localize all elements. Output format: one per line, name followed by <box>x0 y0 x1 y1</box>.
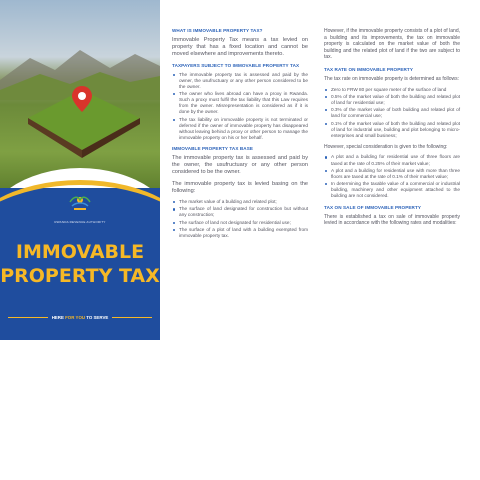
para-tax-base-b: The immovable property tax is levied basing on the following: <box>172 180 308 194</box>
heading-taxpayers: TAXPAYERS SUBJECT TO IMMOVABLE PROPERTY TAX <box>172 62 300 68</box>
tax-rate-list <box>324 87 460 139</box>
tagline-rule-right <box>112 317 152 318</box>
cover-title <box>0 240 160 288</box>
landscape-photo <box>0 0 160 190</box>
list-item: A plot and a building for residential use of three floors are taxed at the rate of 0.25% of their market value; <box>324 154 460 166</box>
list-item: Zero to FRW 80 per square meter of the surface of land <box>324 87 460 93</box>
list-item: In determining the taxable value of a commercial or industrial building, machinery and other equipment attached to the building are not considered. <box>324 181 460 199</box>
heading-tax-rate: TAX RATE ON IMMOVABLE PROPERTY <box>324 66 414 72</box>
house-pin-icon <box>20 78 145 158</box>
para-market-value: However, if the immovable property consists of a plot of land, a building and its improvements, the tax on immovable property is calculated on the market value of both the building and the related plot of land if the two are subject to tax. <box>324 28 460 61</box>
para-special-consideration: However, special consideration is given to the following: <box>324 143 448 150</box>
org-name: RWANDA REVENUE AUTHORITY <box>54 220 106 224</box>
text-column-1 <box>172 28 308 244</box>
list-item: A plot and a building for residential use with more than three floors are taxed at the rate of 0.1% of their market value; <box>324 168 460 180</box>
list-item: 0.1% of the market value of both the building and related plot of land for industrial use, building and plot belonging to micro-enterprises and small business; <box>324 121 460 139</box>
cover-title-line2: PROPERTY TAX <box>0 265 160 287</box>
list-item: The surface of a plot of land with a building exempted from immovable property tax. <box>172 227 308 239</box>
para-tax-on-sale: There is established a tax on sale of immovable property levied in accordance with the following rates and modalities: <box>324 213 460 227</box>
list-item: The surface of land designated for construction but without any construction; <box>172 206 308 218</box>
list-item: The market value of a building and related plot; <box>172 199 308 205</box>
para-tax-rate-intro: The tax rate on immovable property is determined as follows: <box>324 75 460 82</box>
text-column-2 <box>324 28 460 231</box>
tagline-rule-left <box>8 317 48 318</box>
heading-what-is: WHAT IS IMMOVABLE PROPERTY TAX? <box>172 28 263 33</box>
list-item: 0.3% of the market value of both building and related plot of land for commercial use; <box>324 107 460 119</box>
para-tax-base-a: The immovable property tax is assessed and paid by the owner, the usufructuary or any other person considered to be the owner. <box>172 155 308 176</box>
tagline-row <box>8 313 152 321</box>
list-item: The immovable property tax is assessed and paid by the owner, the usufructuary or any other person considered to be the owner. <box>172 72 308 90</box>
list-item: The tax liability on immovable property is not terminated or deferred if the owner of immovable property has disappeared without leaving behind a proxy or other person to manage the immovable property on his or her behalf. <box>172 117 308 141</box>
special-consideration-list <box>324 154 460 199</box>
cover-panel <box>0 0 160 340</box>
heading-tax-on-sale: TAX ON SALE OF IMMOVABLE PROPERTY <box>324 204 422 210</box>
para-definition: Immovable Property Tax means a tax levied on property that has a fixed location and cannot be moved elsewhere and improvements thereto. <box>172 37 308 58</box>
cover-title-line1: IMMOVABLE <box>15 241 145 263</box>
heading-tax-base: IMMOVABLE PROPERTY TAX BASE <box>172 146 254 152</box>
tax-base-list <box>172 199 308 239</box>
taxpayers-list <box>172 72 308 141</box>
list-item: 0.5% of the market value of both the building and related plot of land for residential use; <box>324 94 460 106</box>
rra-logo-icon <box>66 190 94 216</box>
tagline: HERE FOR YOU TO SERVE <box>51 314 109 320</box>
list-item: The owner who lives abroad can have a proxy in Rwanda. Such a proxy must fulfil the tax liability that this Law requires from the owner. Misrepresentation is considered as if it is done by the owner. <box>172 91 308 115</box>
list-item: The surface of land not designated for residential use; <box>172 220 308 226</box>
